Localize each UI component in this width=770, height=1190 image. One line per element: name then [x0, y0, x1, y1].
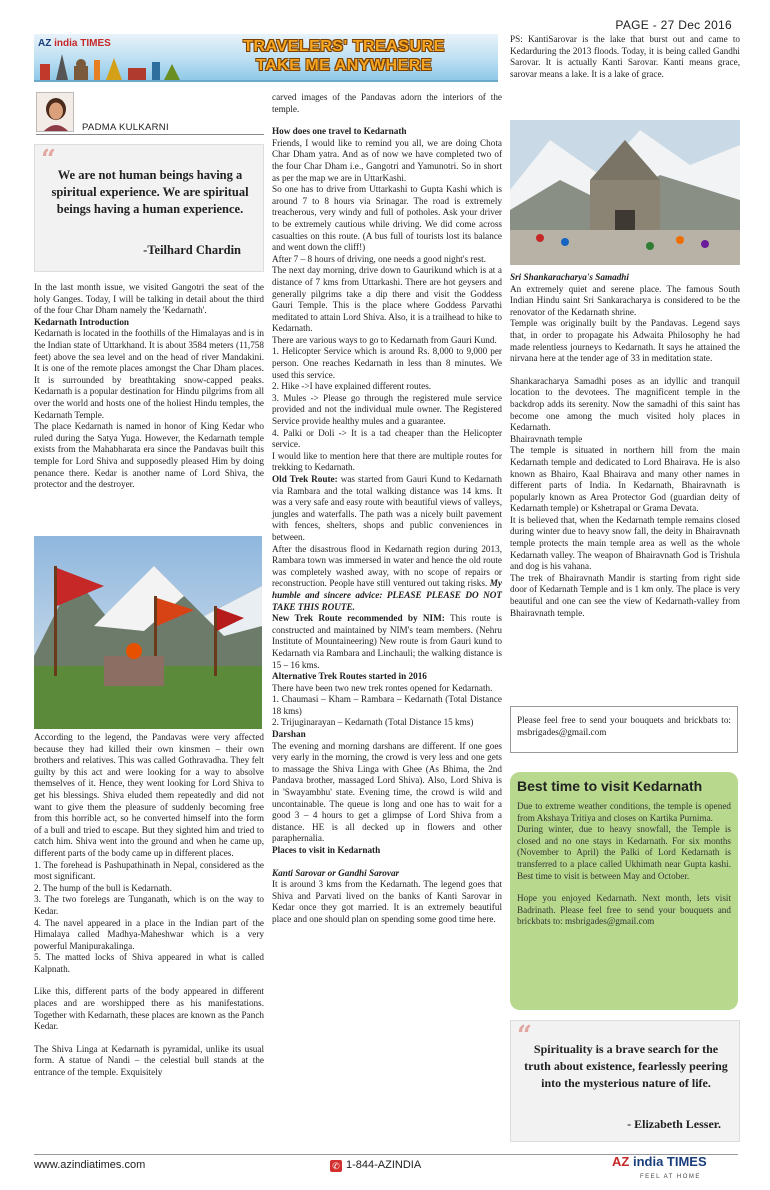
article-paragraph: 3. Mules -> Please go through the registered mule service provided and not the individual mule owner. The Registered Service provide healthy mules and a guarantee.	[272, 392, 502, 427]
best-time-closing: Hope you enjoyed Kedarnath. Next month, lets visit Badrinath. Please feel free to send your bouquets and brickbats to: msbrigades@gmail.com	[517, 893, 731, 927]
paragraph-spacer	[510, 365, 740, 376]
banner-title: TRAVELERS' TREASURE TAKE ME ANYWHERE	[243, 38, 445, 74]
article-paragraph: PS: KantiSarovar is the lake that burst out and came to Kedarduring the 2013 floods. Today, it is being called Gandhi Sarovar. It is actually Kanti Sarovar. Kanti means grace, sarovar means a lake. It is a lake of grace.	[510, 34, 740, 79]
quote-author: - Elizabeth Lesser.	[627, 1117, 721, 1131]
footer-tagline: FEEL AT HOME	[640, 1174, 701, 1180]
section-heading: Darshan	[272, 729, 306, 740]
article-paragraph: Friends, I would like to remind you all, we are doing Chota Char Dham yatra. And as of now we have completed two of the four Char Dham i.e., Gangotri and Yamunotri. So in short as per the map we are in UttarKashi.	[272, 137, 502, 183]
quote-mark-icon: “	[517, 1021, 532, 1051]
kedarnath-temple-photo	[510, 120, 740, 265]
article-paragraph: So one has to drive from Uttarkashi to Gupta Kashi which is around 7 to 8 hours via Srinagar. The road is extremely treacherous, very windy and full of potholes. Ask your driver to be extremely cautious while driving. We did come across casualties on this route. (A bus full of tourists lost its balance and went down the cliff!)	[272, 184, 502, 253]
author-avatar	[36, 92, 74, 132]
article-paragraph: In the last month issue, we visited Gangotri the seat of the holy Ganges. Today, I will be talking in detail about the third of the four Char Dham namely the 'Kedarnath'.	[34, 282, 264, 316]
quote-text: Spirituality is a brave search for the truth about existence, fearlessly peering into the mysterious nature of life.	[524, 1042, 728, 1090]
article-paragraph: The next day morning, drive down to Gaurikund which is at a distance of 7 kms from Uttarkashi. There are hot geysers and generally pilgrims take a dip there and visit the Goddess Gauri Temple. This is the place where Goddess Parvathi meditated to attain Lord Shiva. Also, it is a trailhead to hike to Kedarnath.	[272, 265, 502, 334]
travel-banner	[34, 34, 498, 82]
section-heading: Places to visit in Kedarnath	[272, 845, 381, 855]
article-paragraph: There are various ways to go to Kedarnath from Gauri Kund.	[272, 334, 497, 345]
article-paragraph: An extremely quiet and serene place. The famous South Indian Hindu saint Sri Sankaracharya is considered to be the renovator of the Kedarnath shrine.	[510, 283, 740, 317]
paragraph-spacer	[272, 115, 502, 126]
article-paragraph: Like this, different parts of the body appeared in different places and are worshipped there as his manifestations. Together with Kedarnath, these places are known as the Panch Kedar.	[34, 986, 264, 1032]
article-paragraph: Shankaracharya Samadhi poses as an idyllic and tranquil location to the devotees. The magnificent temple in the backdrop adds its serenity. Now the samadhi of this saint has become one among the much visited holy places in Kedarnath.	[510, 375, 740, 433]
article-paragraph: Bhairavnath temple	[510, 433, 583, 444]
article-paragraph: After 7 – 8 hours of driving, one needs a good night's rest.	[272, 253, 486, 264]
article-paragraph: 3. The two forelegs are Tunganath, which is on the way to Kedar.	[34, 894, 264, 916]
article-paragraph: There have been two new trek rontes opened for Kedarnath.	[272, 682, 493, 693]
page-label: PAGE - 27 Dec 2016	[615, 18, 732, 32]
article-paragraph: New Trek Route recommended by NIM: This route is constructed and maintained by NIM's team members. (Nehru Institute of Mountaineering) New route is from Gauri kund to Kedarnath via Rambara and Linchauli; the walking distance is 15 – 16 kms.	[272, 613, 502, 670]
article-paragraph: 1. The forehead is Pashupathinath in Nepal, considered as the most significant.	[34, 859, 264, 882]
banner-logo: AZ india TIMES	[38, 38, 111, 49]
article-paragraph: Temple was originally built by the Pandavas. Legend says that, in order to propagate his Adwaita Philosophy he had made relentless journeys to Kedarnath. It says he attained the nirvana here at the tender age of 33 in meditation state.	[510, 318, 740, 364]
article-column-1-bottom	[34, 732, 264, 1079]
article-paragraph: carved images of the Pandavas adorn the interiors of the temple.	[272, 92, 502, 114]
article-column-2	[272, 92, 502, 926]
article-paragraph: 1. Helicopter Service which is around Rs. 8,000 to 9,000 per person. One reaches Kedarnath in less than 8 minutes. We used this service.	[272, 346, 502, 380]
article-column-3-bottom	[510, 272, 740, 619]
article-paragraph: The trek of Bhairavnath Mandir is starting from right side door of Kedarnath Temple and is 1 km only. The place is very beautiful and one can see the view of Kedarnath-valley from Bhairavnath temple.	[510, 572, 740, 618]
quote-text: We are not human beings having a spiritual experience. We are spiritual beings having a human experience.	[51, 168, 249, 216]
paragraph-spacer	[272, 857, 502, 868]
quote-mark-icon: “	[41, 145, 56, 175]
footer-logo: AZ india TIMES	[612, 1154, 707, 1169]
article-paragraph: It is around 3 kms from the Kedarnath. The legend goes that Shiva and Parvati lived on the banks of Kanti Sarovar in Kedar once they got married. It is an extremely beautiful place and one should plan on spending some good time here.	[272, 879, 502, 924]
paragraph-spacer	[34, 975, 264, 986]
footer-website-link[interactable]: www.azindiatimes.com	[34, 1159, 146, 1171]
article-paragraph: It is believed that, when the Kedarnath temple remains closed during winter due to heavy snow fall, the deity in Bhairavnath temple protects the main temple area as well as the whole Kedarnath valley. The weapon of Bhairavnath God is Trishula and dog is his vahana.	[510, 514, 740, 572]
subsection-heading: Kanti Sarovar or Gandhi Sarovar	[272, 867, 400, 878]
section-heading: How does one travel to Kedarnath	[272, 126, 407, 137]
subsection-heading: Sri Shankaracharya's Samadhi	[510, 272, 629, 282]
article-paragraph: After the disastrous flood in Kedarnath region during 2013, Rambara town was immersed in water and hence the old route was completely washed away, with no scope of repairs or reconstruction. People have still ventured out taking risks. My humble and sincere advice: PLEASE PLEASE DO NOT TAKE THIS ROUTE.	[272, 543, 502, 612]
feedback-box	[510, 706, 738, 753]
article-paragraph: 4. Palki or Doli -> It is a tad cheaper than the Helicopter service.	[272, 427, 502, 450]
footer-phone	[330, 1160, 421, 1172]
kedarnath-shrine-photo	[34, 536, 262, 729]
article-paragraph: The evening and morning darshans are different. If one goes very early in the morning, the crowd is very less and one gets to massage the Shiva Linga with Ghee (As Bhima, the 2nd Pandava brother, massaged Lord Shiva). Also, Lord Shiva is in 'Swayambhu' state. Evening time, the crowd is wild and uncontainable. The queue is long and one has to wait for a good 3 – 4 hours to get a glimpse of Lord Shiva from a distance. HE is all decked up in flowers and other paraphernalia.	[272, 740, 502, 844]
article-column-1-top	[34, 282, 264, 491]
best-time-box	[510, 772, 738, 1010]
article-paragraph: 1. Chaumasi – Kham – Rambara – Kedarnath (Total Distance 18 kms)	[272, 694, 502, 716]
landmarks-skyline-graphic	[34, 50, 184, 80]
section-heading: Kedarnath Introduction	[34, 316, 130, 327]
quote-author: -Teilhard Chardin	[143, 243, 241, 257]
article-paragraph: 4. The navel appeared in a place in the Indian part of the Himalaya called Madhya-Maheshwar which is a very powerful Manipurakalinga.	[34, 917, 264, 951]
author-name: PADMA KULKARNI	[82, 122, 169, 133]
article-column-3-top	[510, 34, 740, 80]
article-paragraph: Old Trek Route: was started from Gauri Kund to Kedarnath via Rambara and the total walking distance was 14 kms. It was a very safe and easy route with beautiful views of valleys, jungles and waterfalls. The path was a nicely built pavement with fences, shelters, shops and public conveniences in between.	[272, 474, 502, 542]
best-time-para: Due to extreme weather conditions, the temple is opened from Akshaya Tritiya and closes on Kartika Purnima.	[517, 801, 731, 823]
article-paragraph: 2. Trijuginarayan – Kedarnath (Total Distance 15 kms)	[272, 717, 474, 728]
article-paragraph: 5. The matted locks of Shiva appeared in what is called Kalpnath.	[34, 952, 264, 974]
article-paragraph: 2. Hike ->I have explained different routes.	[272, 381, 432, 392]
article-paragraph: I would like to mention here that there are multiple routes for trekking to Kedarnath.	[272, 450, 502, 473]
best-time-title: Best time to visit Kedarnath	[517, 778, 703, 794]
section-heading: Alternative Trek Routes started in 2016	[272, 671, 427, 682]
quote-box-lesser	[510, 1020, 740, 1142]
quote-box-chardin	[34, 144, 264, 272]
best-time-para: During winter, due to heavy snowfall, the Temple is closed and no one stays in Kedarnath. For six months (November to April) the Palki of Lord Kedarnath is transferred to a place called Ukhimath near Gupta kashi. Best time to visit is between May and October.	[517, 824, 731, 881]
author-divider	[36, 134, 264, 135]
feedback-text: Please feel free to send your bouquets and brickbats to: msbrigades@gmail.com	[517, 715, 731, 737]
paragraph-spacer	[34, 1033, 264, 1044]
phone-icon: ✆	[330, 1160, 342, 1172]
footer-phone-number: 1-844-AZINDIA	[346, 1159, 422, 1171]
article-paragraph: 2. The hump of the bull is Kedarnath.	[34, 882, 172, 893]
article-paragraph: The place Kedarnath is named in honor of King Kedar who ruled during the Satya Yuga. However, the Kedarnath temple exists from the Mahabharata era since the Pandavas built this temple for Lord Shiva and supposedly pleased Him by doing penance there. Kedar is another name of Lord Shiva, the protector and the destroyer.	[34, 421, 264, 490]
article-paragraph: According to the legend, the Pandavas were very affected because they had killed their own kinsmen – their own brothers and relatives. This was called Gothravadha. They felt guilty by this act and were looking for a way to absolve themselves of it. Hence, they went looking for Lord Shiva to get his blessings. Shiva eluded them repeatedly and did not want to give them the pleasure of suddenly becoming free from this horrible act, so he converted himself into the form of a bull and tried to escape. But they sighted him and tried to catch him. Shiva went into the ground and when he came up, different parts of the body came up in different places.	[34, 732, 264, 858]
article-paragraph: The Shiva Linga at Kedarnath is pyramidal, unlike its usual form. A statue of Nandi – the celestial bull stands at the entrance of the temple. Exquisitely	[34, 1043, 264, 1078]
article-paragraph: Kedarnath is located in the foothills of the Himalayas and is in the Indian state of Uttarkhand. It is about 3584 meters (11,758 feet) above the sea level and on the head of river Mandakini. It is one of the remote places amongst the Char Dham places. It is surrounded by breathtaking snow-capped peaks. Kedarnath is a popular destination for Hindu pilgrims from all over the world and hosts one of the holiest Hindu temples, the Kedarnath Temple.	[34, 328, 264, 420]
article-paragraph: The temple is situated in northern hill from the main Kedarnath temple and dedicated to Lord Bhairava. He is also known as Bhairo, Kaal Bhairava and many other names in different parts of India. In Kedarnath, Bhairavnath is popularly known as Area Protector God (guardian deity of Kedarnath temple) or Kshetrapal or Grama Devata.	[510, 445, 740, 514]
